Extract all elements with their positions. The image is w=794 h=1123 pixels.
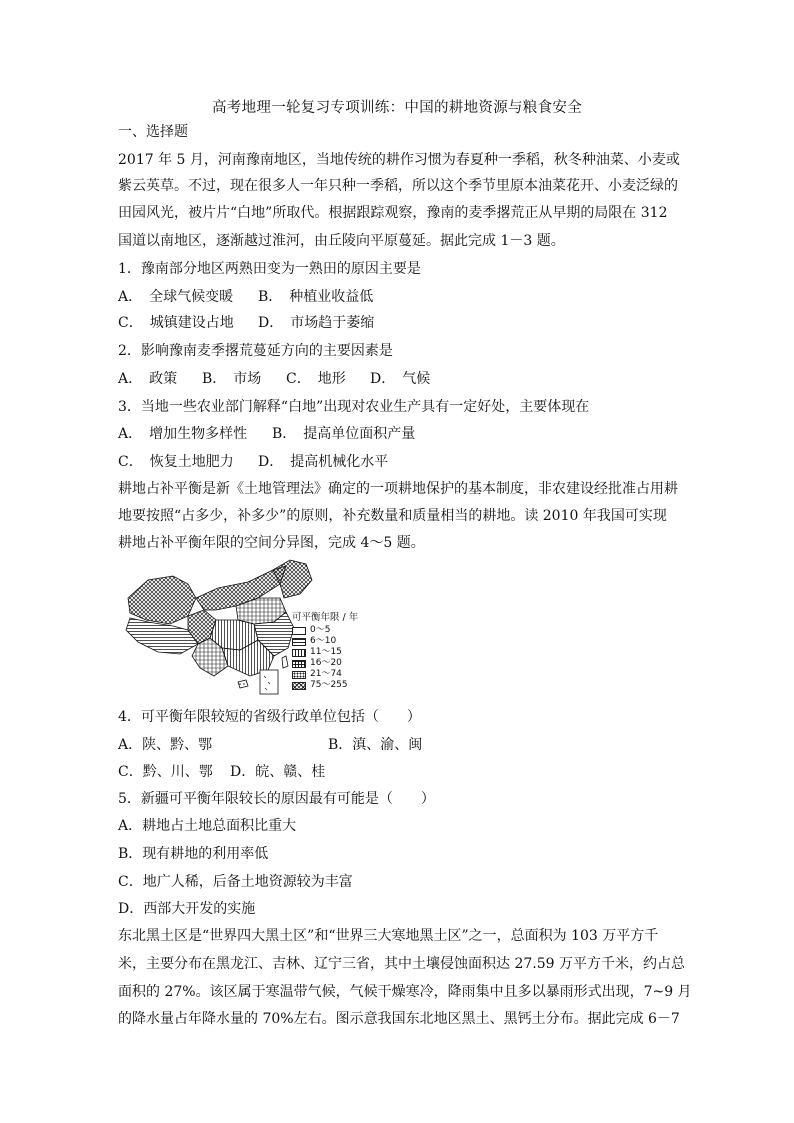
q4-option-a: A．陕、黔、鄂: [118, 737, 213, 753]
south-china-sea-inset: [260, 670, 278, 694]
q2-option-a: A． 政策: [118, 371, 178, 387]
legend-item: 6～10: [292, 636, 358, 647]
passage2-line: 耕地占补平衡是新《土地管理法》确定的一项耕地保护的基本制度，非农建设经批准占用耕: [118, 481, 678, 497]
q1-option-b: B． 种植业收益低: [258, 289, 374, 305]
map-legend: [292, 612, 358, 691]
passage3-line: 东北黑土区是“世界四大黑土区”和“世界三大寒地黑土区”之一，总面积为 103 万平方千: [118, 928, 659, 944]
question-1-options-row2: [118, 313, 374, 333]
question-5-stem: 5．新疆可平衡年限较长的原因最有可能是（ ）: [118, 791, 435, 807]
question-4-options-row2: [118, 762, 325, 782]
q3-option-c: C． 恢复土地肥力: [118, 454, 234, 470]
q2-option-d: D． 气候: [370, 371, 431, 387]
map-region-taiwan: [282, 656, 288, 668]
legend-item: 75～255: [292, 680, 358, 691]
legend-item: 21～74: [292, 669, 358, 680]
passage3-line: 米，主要分布在黑龙江、吉林、辽宁三省，其中土壤侵蚀面积达 27.59 万平方千米，约占总: [118, 956, 685, 972]
q1-option-a: A． 全球气候变暖: [118, 289, 234, 305]
q5-option-d: D．西部大开发的实施: [118, 901, 256, 917]
q5-option-c: C．地广人稀，后备土地资源较为丰富: [118, 874, 353, 890]
passage1-line: 紫云英草。不过，现在很多人一年只种一季稻，所以这个季节里原本油菜花开、小麦泛绿的: [118, 178, 678, 194]
q4-option-d: D．皖、赣、桂: [230, 764, 326, 780]
q4-option-c: C．黔、川、鄂: [118, 764, 213, 780]
passage3-line: 的降水量占年降水量的 70%左右。图示意我国东北地区黑土、黑钙土分布。据此完成 6－7: [118, 1011, 680, 1027]
passage1-line: 国道以南地区，逐渐越过淮河，由丘陵向平原蔓延。据此完成 1－3 题。: [118, 233, 565, 249]
map-region-hainan: [238, 680, 248, 688]
question-3-stem: 3．当地一些农业部门解释“白地”出现对农业生产具有一定好处，主要体现在: [118, 399, 590, 415]
q5-option-b: B．现有耕地的利用率低: [118, 846, 269, 862]
passage1-line: 2017 年 5 月，河南豫南地区，当地传统的耕作习惯为春夏种一季稻，秋冬种油菜、小麦或: [118, 152, 680, 168]
passage1-line: 田园风光，被片片“白地”所取代。根据跟踪观察，豫南的麦季撂荒正从早期的局限在 312: [118, 205, 668, 221]
question-4-stem: 4．可平衡年限较短的省级行政单位包括（ ）: [118, 709, 421, 725]
document-title: 高考地理一轮复习专项训练：中国的耕地资源与粮食安全: [212, 100, 582, 116]
legend-item: 11～15: [292, 647, 358, 658]
map-region-tibet: [126, 618, 198, 654]
question-2-stem: 2．影响豫南麦季撂荒蔓延方向的主要因素是: [118, 343, 393, 359]
question-2-options: [118, 369, 430, 389]
q5-option-a: A．耕地占土地总面积比重大: [118, 818, 297, 834]
passage3-line: 面积的 27%。该区属于寒温带气候，气候干燥寒冷，降雨集中且多以暴雨形式出现，7~9 月: [118, 984, 692, 1000]
question-1-stem: 1．豫南部分地区两熟田变为一熟田的原因主要是: [118, 261, 421, 277]
question-3-options-row1: [118, 424, 415, 444]
map-region-northwest: [128, 576, 196, 624]
legend-item: 0～5: [292, 625, 358, 636]
section-heading: 一、选择题: [118, 124, 188, 140]
passage2-line: 耕地占补平衡年限的空间分异图，完成 4～5 题。: [118, 535, 425, 551]
legend-item: 16～20: [292, 658, 358, 669]
q3-option-d: D． 提高机械化水平: [258, 454, 389, 470]
q1-option-d: D． 市场趋于萎缩: [258, 315, 375, 331]
question-1-options-row1: [118, 287, 373, 307]
map-region-northeast: [273, 560, 312, 598]
question-4-options-row1: [118, 735, 422, 755]
q3-option-a: A． 增加生物多样性: [118, 426, 248, 442]
q1-option-c: C． 城镇建设占地: [118, 315, 234, 331]
q2-option-b: B． 市场: [202, 371, 262, 387]
question-3-options-row2: [118, 452, 388, 472]
q2-option-c: C． 地形: [286, 371, 346, 387]
legend-title: 可平衡年限 / 年: [292, 612, 359, 623]
passage2-line: 地要按照“占多少，补多少”的原则，补充数量和质量相当的耕地。读 2010 年我国可实现: [118, 508, 667, 524]
q4-option-b: B．滇、渝、闽: [328, 737, 423, 753]
q3-option-b: B． 提高单位面积产量: [272, 426, 416, 442]
